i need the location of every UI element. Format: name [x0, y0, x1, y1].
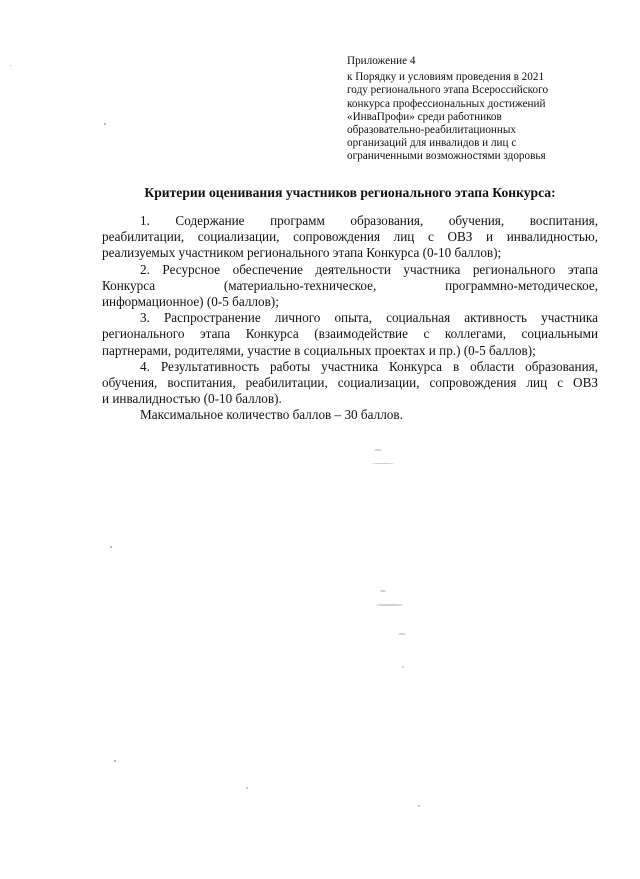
scan-speck: [374, 449, 382, 451]
criterion-1: [102, 213, 598, 262]
criteria-heading: Критерии оценивания участников регионального этапа Конкурса:: [144, 185, 556, 200]
criteria-list: [102, 213, 598, 424]
criterion-line: 4. Результативность работы участника Конкурса в области образования,: [140, 358, 598, 374]
appendix-line: организаций для инвалидов и лиц с: [347, 137, 517, 150]
max-score-line: Максимальное количество баллов – 30 баллов.: [140, 407, 403, 423]
criterion-3: [102, 310, 598, 359]
criterion-line: обучения, воспитания, реабилитации, социализации, сопровождения лиц с ОВЗ: [102, 375, 598, 391]
scan-speck: [114, 760, 116, 762]
criterion-line: информационное) (0-5 баллов);: [102, 294, 279, 310]
appendix-line: образовательно-реабилитационных: [347, 124, 517, 137]
scan-speck: [246, 787, 248, 789]
appendix-line: конкурса профессиональных достижений: [347, 97, 546, 110]
criterion-line: реализуемых участником регионального этапа Конкурса (0-10 баллов);: [102, 245, 502, 261]
criterion-2: [102, 262, 598, 311]
criterion-line: Конкурса (материально-техническое, программно-методическое,: [102, 277, 598, 293]
criterion-line: и инвалидностью (0-10 баллов).: [102, 391, 282, 407]
appendix-line: к Порядку и условиям проведения в 2021: [347, 71, 545, 84]
appendix-line: году регионального этапа Всероссийского: [347, 84, 549, 97]
criterion-line: 2. Ресурсное обеспечение деятельности участника регионального этапа: [140, 261, 598, 277]
criterion-line: регионального этапа Конкурса (взаимодействие с коллегами, социальными: [102, 326, 598, 342]
scan-speck: [104, 123, 106, 125]
criterion-4: [102, 359, 598, 408]
appendix-block: [347, 55, 597, 164]
scan-speck: [376, 604, 404, 606]
criterion-line: партнерами, родителями, участие в социальных проектах и пр.) (0-5 баллов);: [102, 342, 536, 358]
criterion-line: 1. Содержание программ образования, обучения, воспитания,: [140, 213, 598, 228]
scan-speck: [380, 590, 386, 592]
scan-speck: [402, 666, 404, 668]
appendix-title: Приложение 4: [347, 55, 416, 67]
scan-speck: [110, 546, 112, 548]
appendix-line: ограниченными возможностями здоровья: [347, 150, 546, 163]
appendix-line: «ИнваПрофи» среди работников: [347, 110, 502, 123]
criterion-line: реабилитации, социализации, сопровождения лиц с ОВЗ и инвалидностью,: [102, 229, 598, 245]
scan-speck: [10, 65, 11, 66]
scan-speck: [418, 805, 420, 807]
scan-speck: [398, 633, 406, 635]
scan-speck: [372, 463, 394, 464]
criterion-line: 3. Распространение личного опыта, социальная активность участника: [140, 310, 598, 326]
